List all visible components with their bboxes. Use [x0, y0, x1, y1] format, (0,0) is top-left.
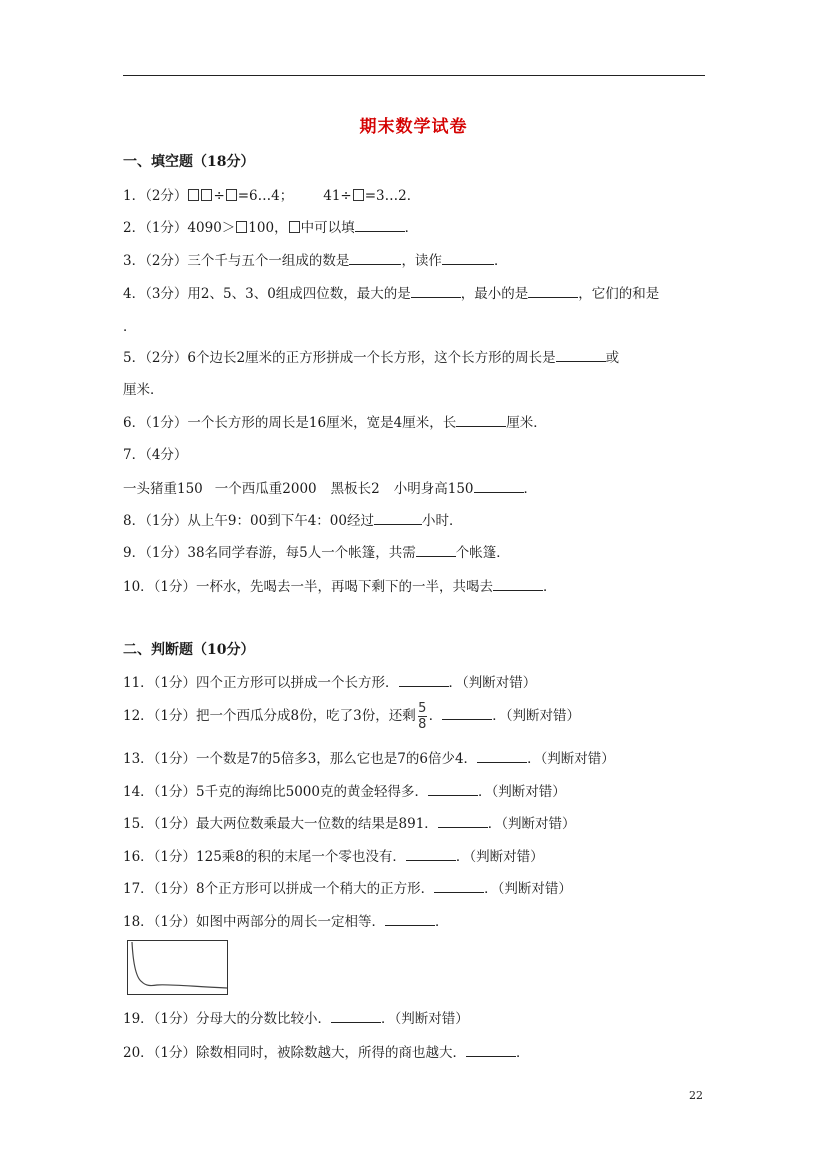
- blank-box: [236, 221, 247, 233]
- question-20: 20．（1分）除数相同时，被除数越大，所得的商也越大． ．: [123, 1045, 530, 1061]
- answer-blank[interactable]: [442, 252, 494, 265]
- fraction: $\frac{5}{8}$: [418, 701, 427, 732]
- question-7: 7．（4分）: [123, 447, 188, 463]
- answer-blank[interactable]: [411, 285, 461, 298]
- blank-box: [353, 189, 364, 201]
- figure-frame: [128, 941, 228, 995]
- question-1: 1．（2分） ÷ =6…4； 41÷ =3…2．: [123, 188, 421, 204]
- answer-blank[interactable]: [406, 848, 456, 861]
- question-7-items: 一头猪重150 一个西瓜重2000 黑板长2 小明身高150 ．: [123, 481, 538, 497]
- answer-blank[interactable]: [477, 750, 527, 763]
- question-4-cont: ．: [123, 319, 137, 335]
- question-3: 3．（2分）三个千与五个一组成的数是 ，读作 ．: [123, 253, 508, 269]
- answer-blank[interactable]: [556, 349, 606, 362]
- question-5-cont: 厘米．: [123, 382, 164, 398]
- blank-box: [188, 189, 199, 201]
- question-13: 13．（1分）一个数是7的5倍多3，那么它也是7的6倍少4． ．（判断对错）: [123, 751, 615, 767]
- page-title: 期末数学试卷: [359, 117, 468, 137]
- answer-blank[interactable]: [493, 578, 543, 591]
- answer-blank[interactable]: [331, 1010, 381, 1023]
- question-8: 8．（1分）从上午9：00到下午4：00经过 小时．: [123, 513, 463, 529]
- question-19: 19．（1分）分母大的分数比较小． ．（判断对错）: [123, 1011, 469, 1027]
- question-9: 9．（1分）38名同学春游，每5人一个帐篷，共需 个帐篷．: [123, 545, 510, 561]
- answer-blank[interactable]: [466, 1044, 516, 1057]
- answer-blank[interactable]: [474, 480, 524, 493]
- question-10: 10．（1分）一杯水，先喝去一半，再喝下剩下的一半，共喝去 ．: [123, 579, 557, 595]
- answer-blank[interactable]: [438, 815, 488, 828]
- answer-blank[interactable]: [355, 219, 405, 232]
- question-16: 16．（1分）125乘8的积的末尾一个零也没有． ．（判断对错）: [123, 849, 544, 865]
- blank-box: [226, 189, 237, 201]
- question-5: 5．（2分）6个边长2厘米的正方形拼成一个长方形，这个长方形的周长是 或: [123, 350, 620, 366]
- question-14: 14．（1分）5千克的海绵比5000克的黄金轻得多． ．（判断对错）: [123, 784, 566, 800]
- section-fill-heading: 一、填空题（18分）: [123, 154, 255, 170]
- question-4: 4．（3分）用2、5、3、0组成四位数，最大的是 ，最小的是 ，它们的和是: [123, 286, 660, 302]
- answer-blank[interactable]: [428, 783, 478, 796]
- answer-blank[interactable]: [416, 544, 456, 557]
- question-18: 18．（1分）如图中两部分的周长一定相等． ．: [123, 914, 449, 930]
- question-6: 6．（1分）一个长方形的周长是16厘米，宽是4厘米，长 厘米．: [123, 415, 547, 431]
- question-18-figure: [127, 940, 228, 995]
- answer-blank[interactable]: [385, 913, 435, 926]
- question-12: 12．（1分）把一个西瓜分成8份，吃了3份，还剩 $\frac{5}{8}$ ． ．（判断对错）: [123, 701, 580, 732]
- section-judge-heading: 二、判断题（10分）: [123, 642, 255, 658]
- question-15: 15．（1分）最大两位数乘最大一位数的结果是891． ．（判断对错）: [123, 816, 576, 832]
- answer-blank[interactable]: [374, 512, 422, 525]
- answer-blank[interactable]: [528, 285, 578, 298]
- answer-blank[interactable]: [434, 880, 484, 893]
- question-17: 17．（1分）8个正方形可以拼成一个稍大的正方形． ．（判断对错）: [123, 881, 572, 897]
- blank-box: [289, 221, 300, 233]
- header-rule: [123, 75, 705, 76]
- page-number: 22: [689, 1089, 703, 1102]
- answer-blank[interactable]: [442, 707, 492, 720]
- answer-blank[interactable]: [349, 252, 401, 265]
- answer-blank[interactable]: [456, 414, 506, 427]
- question-11: 11．（1分）四个正方形可以拼成一个长方形． ．（判断对错）: [123, 675, 537, 691]
- answer-blank[interactable]: [399, 674, 449, 687]
- blank-box: [201, 189, 212, 201]
- question-2: 2．（1分）4090＞ 100， 中可以填 ．: [123, 220, 419, 236]
